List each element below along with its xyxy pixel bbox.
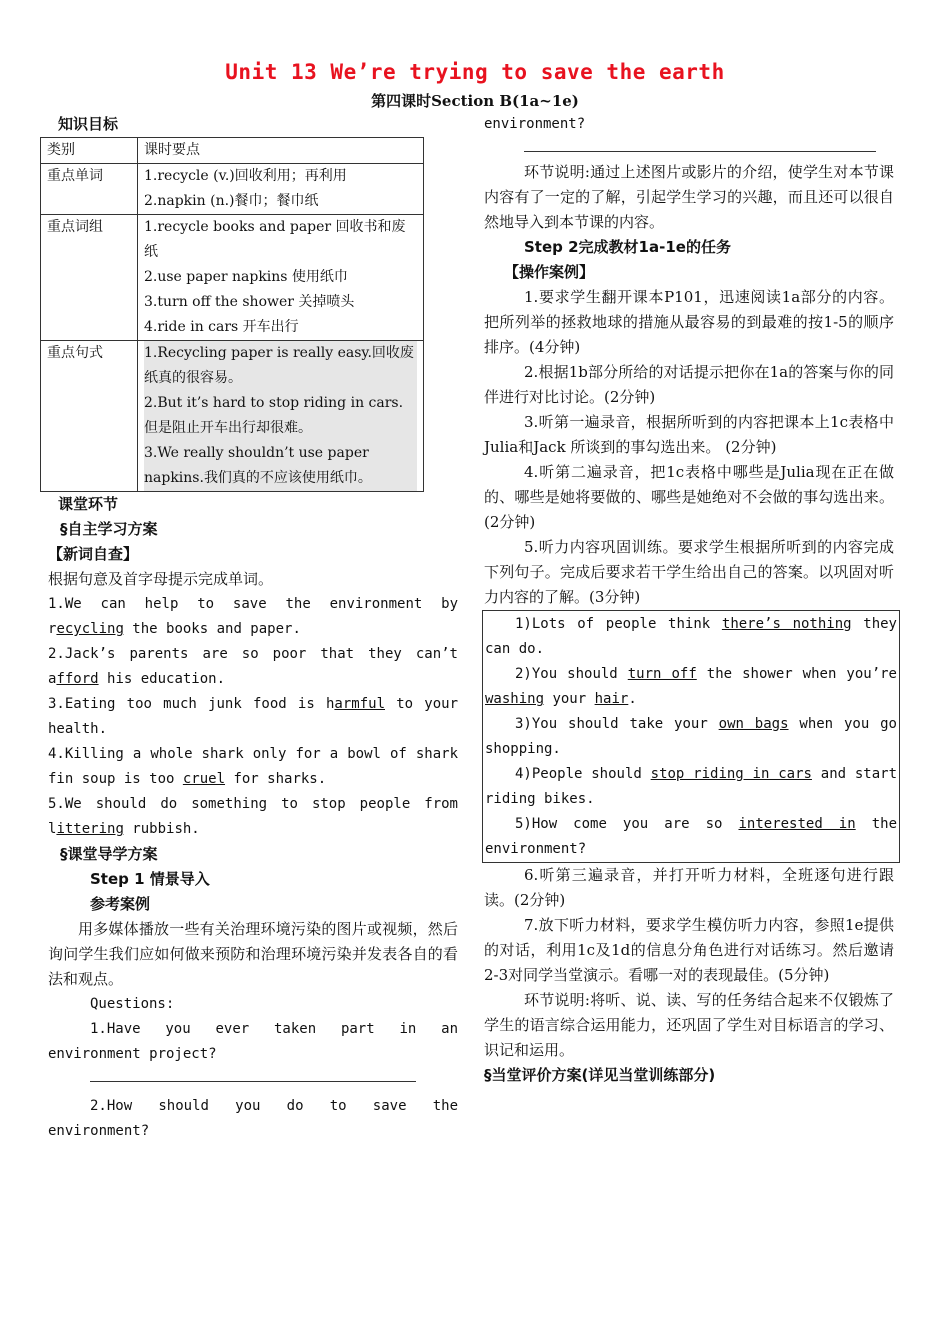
exercise-item <box>48 792 458 842</box>
box-text: the shower when you’re <box>696 666 897 682</box>
exercise-answer: ittering <box>56 821 124 837</box>
box-text: your <box>544 691 595 707</box>
box-text: and start riding bikes. <box>485 766 898 807</box>
table-header-category: 类别 <box>41 138 138 164</box>
task-item: 7.放下听力材料，要求学生模仿听力内容，参照1e提供的对话，利用1c及1d的信息分角色进行对话练习。然后邀请2-3对同学当堂演示。看哪一对的表现最佳。(5分钟) <box>484 916 894 984</box>
row-category: 重点句式 <box>41 341 138 492</box>
box-answer: turn off <box>627 666 697 682</box>
task-item: 1.要求学生翻开课本P101，迅速阅读1a部分的内容。把所列举的拯救地球的措施从最容易的到最难的按1-5的顺序排序。(4分钟) <box>484 288 894 356</box>
exercise-text: 5.We should do something to stop people from l <box>48 796 458 837</box>
exercise-text: 1.We can help to save the environment by r <box>48 596 458 637</box>
row-category: 重点单词 <box>41 164 138 215</box>
right-column <box>484 112 898 1088</box>
row-item: 1.Recycling paper is really easy.回收废纸真的很容易。 <box>144 341 417 391</box>
table-row <box>41 164 424 215</box>
exercise-text: 4.Killing a whole shark only for a bowl of shark fin soup is too <box>48 746 458 787</box>
exercise-item <box>48 692 458 742</box>
note-2: 环节说明:将听、说、读、写的任务结合起来不仅锻炼了学生的语言综合运用能力，还巩固了学生对目标语言的学习、识记和运用。 <box>484 991 894 1059</box>
guide-heading: §课堂导学方案 <box>60 845 158 863</box>
task-item: 2.根据1b部分所给的对话提示把你在1a的答案与你的同伴进行对比讨论。(2分钟) <box>484 363 894 406</box>
step1-heading: Step 1 情景导入 <box>90 870 210 888</box>
row-items <box>138 341 424 492</box>
knowledge-table <box>40 137 424 492</box>
listening-exercise-box <box>482 610 900 863</box>
exercise-answer: armful <box>334 696 385 712</box>
exercise-answer: cruel <box>182 771 226 787</box>
box-item <box>483 662 899 712</box>
exercise-text: rubbish. <box>123 821 200 837</box>
exercise-text: to your health. <box>48 696 458 737</box>
row-item: 2.use paper napkins 使用纸巾 <box>144 269 348 285</box>
exercise-answer: ecycling <box>56 621 124 637</box>
exercise-instruction: 根据句意及首字母提示完成单词。 <box>48 570 274 588</box>
task-item: 6.听第三遍录音，并打开听力材料，全班逐句进行跟读。(2分钟) <box>484 866 894 909</box>
classroom-heading: 课堂环节 <box>58 495 119 513</box>
row-item: 1.recycle books and paper 回收书和废纸 <box>144 219 406 260</box>
task-item: 5.听力内容巩固训练。要求学生根据所听到的内容完成下列句子。完成后要求若干学生给出自己的答案。以巩固对听力内容的了解。(3分钟) <box>484 538 894 606</box>
knowledge-heading: 知识目标 <box>58 115 119 133</box>
question-1: 1.Have you ever taken part in an environment project? <box>48 1021 458 1062</box>
step2-heading: Step 2完成教材1a-1e的任务 <box>524 238 731 256</box>
task-item: 3.听第一遍录音，根据所听到的内容把课本上1c表格中Julia和Jack 所谈到的事勾选出来。 (2分钟) <box>484 413 894 456</box>
box-text: 2)You should <box>515 666 628 682</box>
exercise-text: the books and paper. <box>123 621 301 637</box>
box-text: 3)You should take your <box>515 716 719 732</box>
exercise-text: his education. <box>98 671 226 687</box>
answer-line <box>90 1067 416 1082</box>
exercise-item <box>48 592 458 642</box>
exercise-answer: fford <box>56 671 99 687</box>
box-answer: interested in <box>738 816 856 832</box>
exercise-item <box>48 642 458 692</box>
table-row <box>41 215 424 341</box>
row-items <box>138 164 424 215</box>
exercise-text: for sharks. <box>225 771 327 787</box>
reference-case-heading: 参考案例 <box>90 895 151 913</box>
row-item: 1.recycle (v.)回收利用；再利用 <box>144 168 347 184</box>
table-header-row <box>41 138 424 164</box>
exercise-list <box>48 592 458 842</box>
box-text: they can do. <box>485 616 897 657</box>
box-item <box>483 612 899 662</box>
table-row <box>41 341 424 492</box>
box-answer: hair <box>594 691 629 707</box>
self-study-heading: §自主学习方案 <box>60 520 158 538</box>
box-item <box>483 762 899 812</box>
box-text: when you go shopping. <box>485 716 897 757</box>
row-item: 3.We really shouldn’t use paper napkins.我们真的不应该使用纸巾。 <box>144 441 417 491</box>
answer-line <box>524 137 876 152</box>
question-2: 2.How should you do to save the environment? <box>48 1098 458 1139</box>
box-text: . <box>628 691 637 707</box>
operation-case-heading: 【操作案例】 <box>504 263 595 281</box>
box-answer: own bags <box>718 716 789 732</box>
box-item <box>483 712 899 762</box>
box-text: 1)Lots of people think <box>515 616 722 632</box>
exercise-text: 3.Eating too much junk food is h <box>48 696 335 712</box>
row-item: 2.But it’s hard to stop riding in cars.但是阻止开车出行却很难。 <box>144 391 417 441</box>
row-items <box>138 215 424 341</box>
task-item: 4.听第二遍录音，把1c表格中哪些是Julia现在正在做的、哪些是她将要做的、哪些是她绝对不会做的事勾选出来。 (2分钟) <box>484 463 894 531</box>
page-subtitle: 第四课时Section B(1a~1e) <box>371 92 579 110</box>
box-text: 5)How come you are so <box>515 816 739 832</box>
box-text: the environment? <box>485 816 897 857</box>
box-answer: washing <box>485 691 545 707</box>
box-answer: there’s nothing <box>721 616 852 632</box>
row-item: 2.napkin (n.)餐巾；餐巾纸 <box>144 193 319 209</box>
question-2-continued: environment? <box>484 116 586 132</box>
note-1: 环节说明:通过上述图片或影片的介绍，使学生对本节课内容有了一定的了解，引起学生学习的兴趣，而且还可以很自然地导入到本节课的内容。 <box>484 163 894 231</box>
page-title: Unit 13 We’re trying to save the earth <box>225 60 725 84</box>
questions-label: Questions: <box>90 996 175 1012</box>
row-item: 4.ride in cars 开车出行 <box>144 319 299 335</box>
left-column <box>47 112 458 1139</box>
box-text: 4)People should <box>515 766 651 782</box>
new-words-heading: 【新词自查】 <box>48 545 139 563</box>
step1-text: 用多媒体播放一些有关治理环境污染的图片或视频，然后询问学生我们应如何做来预防和治理环境污染并发表各自的看法和观点。 <box>48 920 458 988</box>
row-category: 重点词组 <box>41 215 138 341</box>
box-item <box>483 812 899 862</box>
table-header-points: 课时要点 <box>138 138 424 164</box>
exercise-text: 2.Jack’s parents are so poor that they can’t a <box>48 646 458 687</box>
row-item: 3.turn off the shower 关掉喷头 <box>144 294 355 310</box>
evaluation-heading: §当堂评价方案(详见当堂训练部分) <box>484 1066 716 1084</box>
exercise-item <box>48 742 458 792</box>
box-answer: stop riding in cars <box>650 766 812 782</box>
